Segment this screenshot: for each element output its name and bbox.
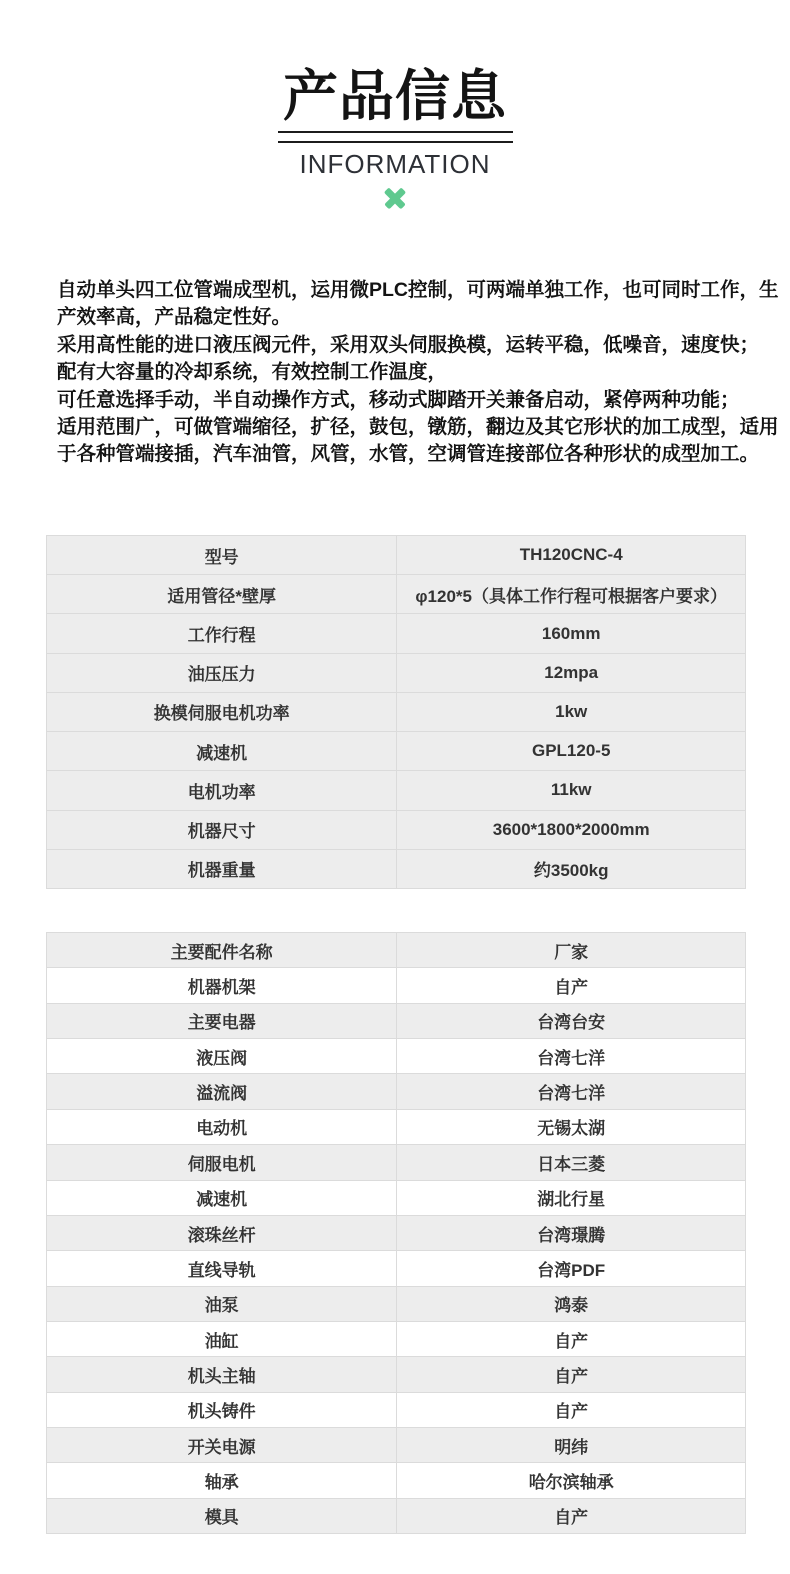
spec-value: 11kw xyxy=(550,780,592,800)
parts-label: 主要配件名称 xyxy=(47,933,397,967)
parts-table xyxy=(46,932,746,1534)
parts-label: 油缸 xyxy=(47,1322,397,1356)
parts-value: 台湾七洋 xyxy=(537,1084,606,1104)
parts-label: 机头铸件 xyxy=(47,1393,397,1427)
spec-row xyxy=(47,850,745,888)
parts-label: 开关电源 xyxy=(47,1428,397,1462)
parts-label: 主要电器 xyxy=(47,1004,397,1038)
divider-line-top xyxy=(278,131,513,133)
parts-label: 伺服电机 xyxy=(47,1145,397,1179)
parts-value: 哈尔滨轴承 xyxy=(528,1473,614,1493)
parts-row xyxy=(47,1004,745,1039)
parts-label: 液压阀 xyxy=(47,1039,397,1073)
spec-label: 型号 xyxy=(47,536,397,574)
spec-row xyxy=(47,575,745,614)
parts-value: 厂家 xyxy=(554,942,589,962)
description-line: 自动单头四工位管端成型机，运用微PLC控制，可两端单独工作，也可同时工作，生 xyxy=(57,279,779,301)
parts-value: 台湾璟腾 xyxy=(537,1225,606,1245)
spec-table xyxy=(46,535,746,889)
spec-row xyxy=(47,771,745,810)
spec-row xyxy=(47,536,745,575)
parts-row xyxy=(47,1251,745,1286)
parts-row xyxy=(47,1428,745,1463)
spec-value: TH120CNC-4 xyxy=(519,545,623,565)
spec-label: 油压压力 xyxy=(47,654,397,692)
parts-label: 溢流阀 xyxy=(47,1074,397,1108)
spec-value: GPL120-5 xyxy=(531,741,611,761)
parts-row xyxy=(47,1393,745,1428)
spec-row xyxy=(47,693,745,732)
parts-row xyxy=(47,1145,745,1180)
parts-row xyxy=(47,933,745,968)
spec-value: 约3500kg xyxy=(533,861,609,881)
parts-label: 机器机架 xyxy=(47,968,397,1002)
parts-label: 模具 xyxy=(47,1499,397,1533)
page-title: 产品信息 xyxy=(282,65,507,127)
spec-row xyxy=(47,614,745,653)
spec-value: 3600*1800*2000mm xyxy=(492,819,650,839)
parts-label: 机头主轴 xyxy=(47,1357,397,1391)
spec-row xyxy=(47,654,745,693)
parts-row xyxy=(47,1216,745,1251)
parts-row xyxy=(47,1287,745,1322)
parts-row xyxy=(47,1074,745,1109)
spec-value: 12mpa xyxy=(544,662,599,682)
parts-label: 轴承 xyxy=(47,1463,397,1497)
parts-value: 台湾七洋 xyxy=(537,1048,606,1068)
parts-row xyxy=(47,1357,745,1392)
parts-row xyxy=(47,968,745,1003)
spec-label: 电机功率 xyxy=(47,771,397,809)
parts-value: 湖北行星 xyxy=(537,1190,606,1210)
parts-label: 电动机 xyxy=(47,1110,397,1144)
divider-line-bottom xyxy=(278,141,513,143)
product-description xyxy=(57,277,779,469)
description-line: 适用范围广，可做管端缩径，扩径，鼓包，镦筋，翻边及其它形状的加工成型，适用 xyxy=(57,415,779,438)
description-line: 于各种管端接插，汽车油管，风管，水管，空调管连接部位各种形状的成型加工。 xyxy=(57,443,760,466)
spec-label: 适用管径*壁厚 xyxy=(47,575,397,613)
parts-row xyxy=(47,1499,745,1533)
parts-row xyxy=(47,1110,745,1145)
parts-label: 油泵 xyxy=(47,1287,397,1321)
parts-value: 自产 xyxy=(554,1402,589,1422)
parts-value: 台湾PDF xyxy=(537,1260,606,1280)
parts-value: 自产 xyxy=(554,1331,589,1351)
parts-value: 自产 xyxy=(554,1508,589,1528)
spec-label: 机器重量 xyxy=(47,850,397,888)
parts-value: 自产 xyxy=(554,1366,589,1386)
description-line: 配有大容量的冷却系统，有效控制工作温度， xyxy=(57,361,448,384)
parts-value: 台湾台安 xyxy=(537,1013,606,1033)
parts-value: 鸿泰 xyxy=(554,1296,589,1316)
description-line: 产效率高，产品稳定性好。 xyxy=(57,306,292,329)
parts-row xyxy=(47,1322,745,1357)
spec-row xyxy=(47,732,745,771)
spec-label: 工作行程 xyxy=(47,614,397,652)
spec-label: 机器尺寸 xyxy=(47,811,397,849)
spec-label: 换模伺服电机功率 xyxy=(47,693,397,731)
parts-row xyxy=(47,1039,745,1074)
x-divider-icon xyxy=(383,186,407,210)
parts-label: 直线导轨 xyxy=(47,1251,397,1285)
description-line: 采用高性能的进口液压阀元件，采用双头伺服换模，运转平稳，低噪音，速度快； xyxy=(57,333,760,356)
title-divider xyxy=(278,131,513,143)
spec-label: 减速机 xyxy=(47,732,397,770)
spec-value: φ120*5（具体工作行程可根据客户要求） xyxy=(415,586,727,606)
parts-value: 自产 xyxy=(554,978,589,998)
parts-value: 明纬 xyxy=(554,1437,589,1457)
parts-value: 无锡太湖 xyxy=(537,1119,606,1139)
parts-label: 减速机 xyxy=(47,1181,397,1215)
spec-value: 1kw xyxy=(555,701,588,721)
spec-value: 160mm xyxy=(541,623,601,643)
page-subtitle: INFORMATION xyxy=(299,149,491,179)
description-line: 可任意选择手动，半自动操作方式，移动式脚踏开关兼备启动，紧停两种功能； xyxy=(57,388,740,411)
parts-row xyxy=(47,1181,745,1216)
parts-row xyxy=(47,1463,745,1498)
parts-value: 日本三菱 xyxy=(537,1154,606,1174)
spec-row xyxy=(47,811,745,850)
parts-label: 滚珠丝杆 xyxy=(47,1216,397,1250)
